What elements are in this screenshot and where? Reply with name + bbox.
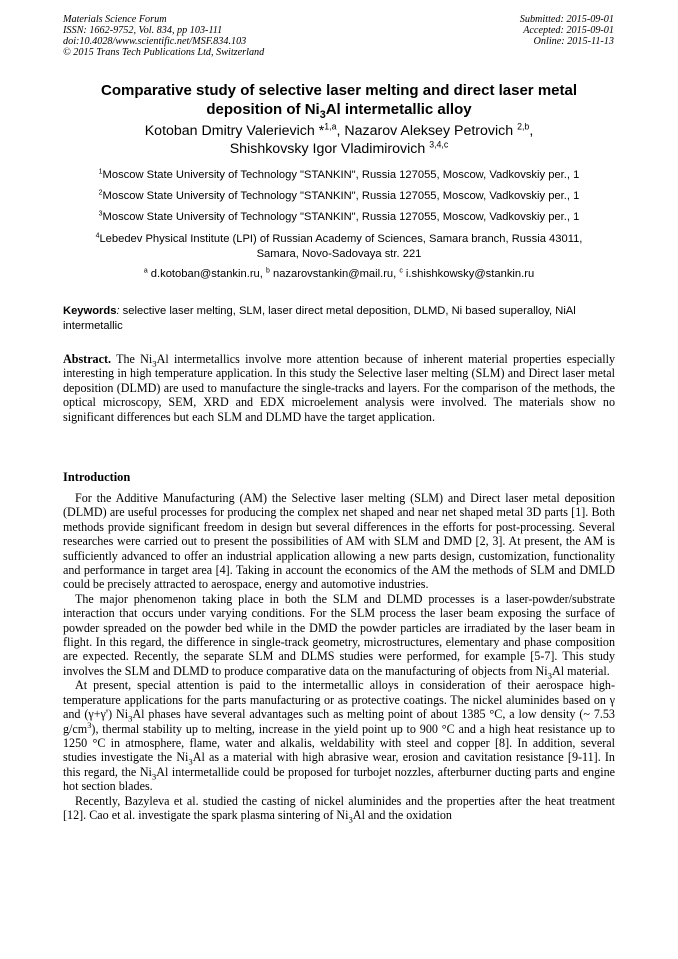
abstract-label: Abstract. — [63, 352, 112, 366]
author-3-affil: 3,4,c — [429, 139, 449, 150]
paragraph-text: Al as a material with high abrasive wear, erosion and cavitation resistance [9-11]. In this regard, the Ni — [63, 750, 615, 779]
section-heading-introduction: Introduction — [63, 470, 131, 484]
title-line-1: Comparative study of selective laser melting and direct laser metal — [100, 82, 577, 99]
subscript: 3 — [152, 358, 157, 369]
paragraph-2 — [63, 591, 615, 681]
journal-header-right — [520, 14, 614, 47]
doi[interactable]: doi:10.4028/www.scientific.net/MSF.834.103 — [63, 36, 247, 47]
abstract-text: Al intermetallics involve more attention because of inherent material properties especially interesting in high temperature application. In this study the Selective laser melting (SLM) and Direct laser metal deposition (DLMD) are used to manufacture the single-tracks and layers. For the comparison of the methods, the optical microscopy, SEM, XRD and EDX microelement analysis were involved. The materials show no significant differences but each SLM and DLMD have the target application. — [63, 352, 615, 424]
email-link-b[interactable]: nazarovstankin@mail.ru, — [269, 268, 400, 280]
affiliation-text: Lebedev Physical Institute (LPI) of Russian Academy of Sciences, Samara branch, Russia 43011, — [99, 233, 583, 245]
subscript: 3 — [188, 756, 193, 767]
affiliation-mark: 4 — [95, 232, 100, 240]
paragraph-text: Al phases have several advantages such as melting point of about 1385 °C, a low density (~ 7.53 g/cm — [63, 707, 615, 736]
affiliation-1 — [63, 168, 615, 183]
paragraph-3 — [63, 678, 615, 793]
subscript: 3 — [128, 713, 133, 724]
keywords — [63, 304, 615, 334]
email-mark: c — [399, 267, 403, 275]
email-mark: a — [143, 267, 148, 275]
keywords-label: Keywords — [63, 305, 117, 317]
affiliation-4-line-2: Samara, Novo-Sadovaya str. 221 — [256, 248, 422, 260]
paragraph-text: ), thermal stability up to melting, increase in the yield point up to 900 °C and a high heat resistance up to 1250 °C in atmosphere, flame, water and alkalis, weldability with steel and copper [8]. In addition, several studies investigate the Ni — [63, 721, 615, 765]
paragraph-text: Recently, Bazyleva et al. studied the casting of nickel aluminides and the properties after the heat treatment [12]. Cao et al. investigate the spark plasma sintering of Ni — [63, 793, 615, 822]
subscript: 3 — [348, 814, 353, 825]
keywords-colon: : — [116, 305, 120, 317]
copyright: © 2015 Trans Tech Publications Ltd, Switzerland — [63, 47, 265, 58]
paragraph-text: Al material. — [552, 663, 610, 678]
accepted-date: Accepted: 2015-09-01 — [523, 25, 614, 36]
paragraph-text: Al and the oxidation — [352, 807, 452, 822]
paragraph-4 — [63, 794, 615, 823]
paragraph-text: The major phenomenon taking place in both the SLM and DLMD processes is a laser-powder/substrate interaction that occurs under varying conditions. For the SLM process the laser beam exposing the surface of powder spreaded on the powder bed while in the DMD the powder particles are irradiated by the laser beam in flight. In this regard, the difference in single-track geometry, microstructures, elementary and phase composition are expected. Recently, the separate SLM and DLMS studies were performed, for example [5-7]. This study involves the SLM and DLMD to produce comparative data on the manufacturing of objects from Ni — [63, 591, 615, 678]
title-line-2 — [63, 100, 615, 119]
journal-header-left — [63, 14, 264, 58]
introduction-body — [63, 491, 615, 825]
affiliation-2 — [63, 189, 615, 204]
issn-volume: ISSN: 1662-9752, Vol. 834, pp 103-111 — [63, 25, 223, 36]
affiliation-text: Moscow State University of Technology "STANKIN", Russia 127055, Moscow, Vadkovskiy per., 1 — [102, 169, 580, 181]
online-date: Online: 2015-11-13 — [533, 36, 614, 47]
authors-line-1 — [63, 122, 615, 140]
author-separator: , — [336, 123, 345, 139]
superscript: 3 — [87, 719, 92, 730]
author-list — [63, 122, 615, 158]
keywords-text: selective laser melting, SLM, laser direct metal deposition, DLMD, Ni based superalloy, NiAl intermetallic — [63, 305, 576, 332]
author-2: Nazarov Aleksey Petrovich — [344, 123, 518, 139]
author-separator: , — [529, 123, 534, 139]
affiliation-mark: 1 — [98, 168, 103, 176]
author-1-affil: 1,a — [324, 121, 337, 132]
email-link-c[interactable]: i.shishkowsky@stankin.ru — [402, 268, 535, 280]
subscript: 3 — [151, 771, 157, 782]
author-3: Shishkovsky Igor Vladimirovich — [229, 141, 430, 157]
author-1: Kotoban Dmitry Valerievich * — [144, 123, 325, 139]
affiliation-mark: 3 — [98, 210, 103, 218]
paragraph-text: Al intermetallide could be proposed for turbojet nozzles, afterburner ducting parts and engine hot section blades. — [63, 764, 615, 794]
subscript: 3 — [547, 670, 552, 681]
abstract — [63, 352, 615, 424]
paragraph-text: At present, special attention is paid to the intermetallic alloys in consideration of their aerospace high-temperature applications for the parts manufacturing or as protective coatings. The nickel aluminides based on γ and (γ+γ') Ni — [63, 678, 615, 722]
email-link-a[interactable]: d.kotoban@stankin.ru, — [147, 268, 266, 280]
email-mark: b — [266, 267, 270, 275]
submitted-date: Submitted: 2015-09-01 — [519, 14, 614, 25]
affiliation-mark: 2 — [98, 189, 103, 197]
author-2-affil: 2,b — [517, 121, 530, 132]
affiliation-3 — [63, 210, 615, 225]
title-text: deposition of Ni — [206, 101, 320, 118]
affiliation-text: Moscow State University of Technology "STANKIN", Russia 127055, Moscow, Vadkovskiy per., 1 — [102, 211, 580, 223]
authors-line-2 — [63, 140, 615, 158]
abstract-text: The Ni — [111, 352, 153, 366]
title-text: Al intermetallic alloy — [325, 101, 472, 118]
email-list — [63, 267, 615, 282]
title-subscript: 3 — [319, 109, 326, 121]
affiliation-4-line-1 — [63, 232, 615, 247]
paper-title — [63, 81, 615, 119]
affiliation-4 — [63, 232, 615, 262]
journal-name: Materials Science Forum — [63, 14, 167, 25]
affiliation-text: Moscow State University of Technology "STANKIN", Russia 127055, Moscow, Vadkovskiy per., 1 — [102, 190, 580, 202]
paragraph-1: For the Additive Manufacturing (AM) the Selective laser melting (SLM) and Direct laser metal deposition (DLMD) are useful processes for producing the complex net shaped and near net shaped metal 3D parts [1]. Both methods provide significant freedom in design but several differences in the efforts for post-processing. Several researches were carried out to present the possibilities of AM with SLM and DMD [2, 3]. At present, the AM is sufficiently advanced to offer an industrial application allowing a new parts design, customization, functionality and performance in target area [4]. Taking in account the economics of the AM the methods of SLM and DMLD could be precisely attracted to aerospace, energy and automotive industries. — [63, 491, 615, 592]
